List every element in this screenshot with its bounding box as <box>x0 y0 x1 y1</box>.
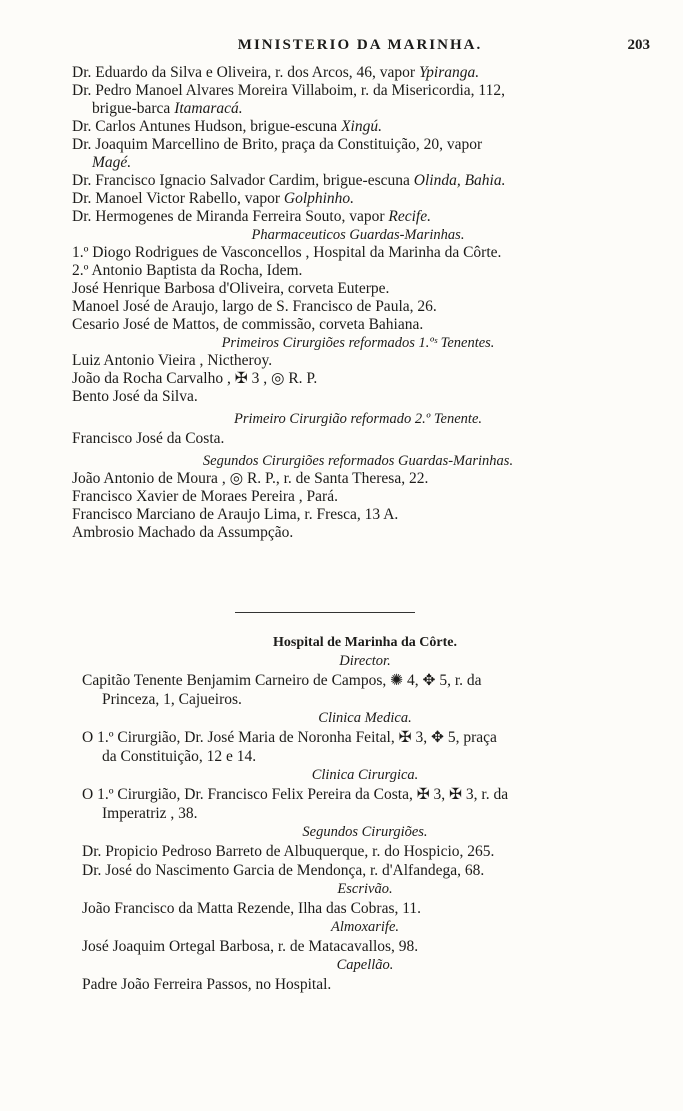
list-item: Dr. Francisco Ignacio Salvador Cardim, brigue-escuna Olinda, Bahia. <box>72 172 506 189</box>
list-item: O 1.º Cirurgião, Dr. Francisco Felix Pereira da Costa, ✠ 3, ✠ 3, r. da <box>82 786 509 803</box>
list-item: Francisco José da Costa. <box>72 430 225 447</box>
page-number: 203 <box>627 37 650 53</box>
list-item: 2.º Antonio Baptista da Rocha, Idem. <box>72 262 303 279</box>
section-divider <box>235 612 415 613</box>
section-heading: Capellão. <box>336 957 394 973</box>
section-heading: Segundos Cirurgiões reformados Guardas-Marinhas. <box>202 453 514 469</box>
section-heading: Almoxarife. <box>330 919 400 935</box>
list-item: Bento José da Silva. <box>72 388 198 405</box>
list-item: Dr. Joaquim Marcellino de Brito, praça da Constituição, 20, vapor <box>72 136 483 153</box>
running-header <box>70 37 650 59</box>
section-title: Hospital de Marinha da Côrte. <box>273 635 457 650</box>
list-item: da Constituição, 12 e 14. <box>102 748 257 765</box>
list-item: Magé. <box>92 154 132 171</box>
list-item: Francisco Xavier de Moraes Pereira , Pará. <box>72 488 338 505</box>
list-item: Dr. Carlos Antunes Hudson, brigue-escuna Xingú. <box>72 118 382 135</box>
list-item: Padre João Ferreira Passos, no Hospital. <box>82 976 332 993</box>
list-item: Cesario José de Mattos, de commissão, corveta Bahiana. <box>72 316 424 333</box>
section-heading: Primeiros Cirurgiões reformados 1.ºˢ Tenentes. <box>221 335 495 351</box>
list-item: Francisco Marciano de Araujo Lima, r. Fresca, 13 A. <box>72 506 399 523</box>
list-item: Ambrosio Machado da Assumpção. <box>72 524 294 541</box>
section-heading: Escrivão. <box>337 881 393 897</box>
list-item: brigue-barca Itamaracá. <box>92 100 243 117</box>
list-item: Princeza, 1, Cajueiros. <box>102 691 242 708</box>
section-heading: Clinica Cirurgica. <box>311 767 419 783</box>
hospital-section <box>82 634 648 994</box>
list-item: Manoel José de Araujo, largo de S. Francisco de Paula, 26. <box>72 298 437 315</box>
list-item: Dr. Eduardo da Silva e Oliveira, r. dos Arcos, 46, vapor Ypiranga. <box>72 64 480 81</box>
section-heading: Pharmaceuticos Guardas-Marinhas. <box>251 227 465 243</box>
list-item: João da Rocha Carvalho , ✠ 3 , ◎ R. P. <box>72 370 318 387</box>
list-item: Dr. Propicio Pedroso Barreto de Albuquerque, r. do Hospicio, 265. <box>82 843 495 860</box>
section-heading: Clinica Medica. <box>318 710 412 726</box>
list-item: Dr. Pedro Manoel Alvares Moreira Villaboim, r. da Misericordia, 112, <box>72 82 505 99</box>
list-item: João Francisco da Matta Rezende, Ilha das Cobras, 11. <box>82 900 422 917</box>
section-heading: Director. <box>339 653 391 669</box>
list-item: Dr. Hermogenes de Miranda Ferreira Souto, vapor Recife. <box>72 208 431 225</box>
section-heading: Segundos Cirurgiões. <box>302 824 428 840</box>
list-item: Luiz Antonio Vieira , Nictheroy. <box>72 352 273 369</box>
list-item: Imperatriz , 38. <box>102 805 198 822</box>
section-heading: Primeiro Cirurgião reformado 2.º Tenente. <box>233 411 483 427</box>
list-item: João Antonio de Moura , ◎ R. P., r. de Santa Theresa, 22. <box>72 470 429 487</box>
doctors-list <box>72 64 644 542</box>
list-item: José Joaquim Ortegal Barbosa, r. de Matacavallos, 98. <box>82 938 419 955</box>
list-item: Dr. Manoel Victor Rabello, vapor Golphinho. <box>72 190 355 207</box>
list-item: Dr. José do Nascimento Garcia de Mendonça, r. d'Alfandega, 68. <box>82 862 485 879</box>
list-item: Capitão Tenente Benjamim Carneiro de Campos, ✺ 4, ✥ 5, r. da <box>82 672 482 689</box>
page-title: MINISTERIO DA MARINHA. <box>237 37 483 53</box>
list-item: O 1.º Cirurgião, Dr. José Maria de Noronha Feital, ✠ 3, ✥ 5, praça <box>82 729 497 746</box>
list-item: José Henrique Barbosa d'Oliveira, corveta Euterpe. <box>72 280 390 297</box>
list-item: 1.º Diogo Rodrigues de Vasconcellos , Hospital da Marinha da Côrte. <box>72 244 502 261</box>
